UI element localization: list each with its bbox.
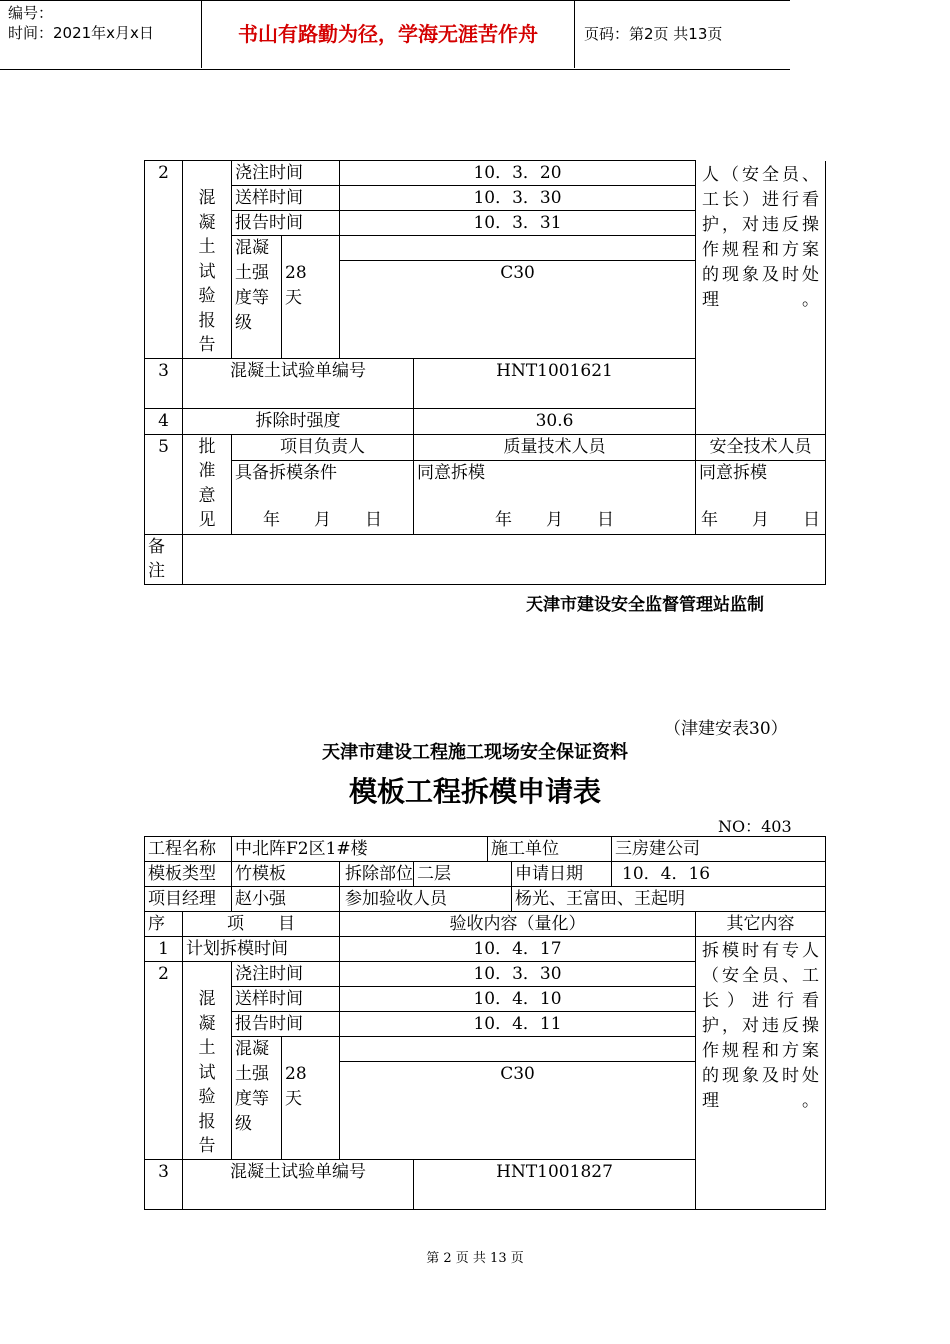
project-name-label: 工程名称 (145, 837, 232, 862)
remarks-value (183, 534, 826, 584)
form-number: NO：403 (718, 817, 792, 836)
project-leader-date: 年 月 日 (232, 508, 414, 534)
quality-staff-label: 质量技术人员 (414, 434, 696, 460)
other-content-text: 拆模时有专人（安全员、工长）进行看护，对违反操作规程和方案的现象及时处理。 (696, 937, 826, 1210)
safety-staff-label: 安全技术人员 (696, 434, 826, 460)
inspectors-value: 杨光、王富田、王起明 (512, 887, 826, 912)
col-item: 项 目 (183, 912, 340, 937)
days-label: 28天 (282, 236, 340, 359)
header-page-label: 页码：第2页 共13页 (584, 25, 723, 43)
org-title: 天津市建设工程施工现场安全保证资料 (322, 742, 628, 763)
row-number: 1 (145, 937, 183, 962)
blank-cell (340, 236, 696, 261)
report-time-value: 10．3．31 (340, 211, 696, 236)
main-title: 模板工程拆模申请表 (348, 775, 601, 808)
row-number: 4 (145, 408, 183, 434)
header-meta (0, 0, 202, 68)
project-manager-label: 项目经理 (145, 887, 232, 912)
row-number: 3 (145, 1159, 183, 1209)
row-number: 3 (145, 358, 183, 408)
approval-label: 批准意见 (183, 434, 232, 534)
project-name-value: 中北阵F2区1#楼 (232, 837, 488, 862)
test-sheet-number-label: 混凝土试验单编号 (183, 358, 414, 408)
planned-removal-label: 计划拆模时间 (183, 937, 340, 962)
removal-strength-value: 30.6 (414, 408, 696, 434)
header-slogan: 书山有路勤为径，学海无涯苦作舟 (202, 0, 575, 68)
pour-time-label: 浇注时间 (232, 962, 340, 987)
test-sheet-number-label: 混凝土试验单编号 (183, 1159, 414, 1209)
row-number: 2 (145, 962, 183, 1160)
pour-time-value: 10．3．20 (340, 161, 696, 186)
date-label: 时间：2021年x月x日 (8, 24, 154, 42)
formwork-type-label: 模板类型 (145, 862, 232, 887)
construction-unit-value: 三房建公司 (612, 837, 826, 862)
strength-grade-value: C30 (340, 261, 696, 358)
strength-grade-label: 混凝土强度等级 (232, 1037, 282, 1160)
send-time-label: 送样时间 (232, 186, 340, 211)
page-footer: 第 2 页 共 13 页 (426, 1251, 524, 1266)
quality-staff-date: 年 月 日 (414, 508, 696, 534)
category-label: 混凝土试验报告 (183, 161, 232, 359)
col-other: 其它内容 (696, 912, 826, 937)
construction-unit-label: 施工单位 (488, 837, 612, 862)
apply-date-value: 10．4．16 (612, 862, 826, 887)
report-time-value: 10．4．11 (340, 1012, 696, 1037)
form-continued-table (144, 160, 826, 585)
days-label: 28天 (282, 1037, 340, 1160)
report-time-label: 报告时间 (232, 211, 340, 236)
removal-application-table (144, 836, 826, 1210)
pour-time-label: 浇注时间 (232, 161, 340, 186)
report-time-label: 报告时间 (232, 1012, 340, 1037)
apply-date-label: 申请日期 (512, 862, 612, 887)
send-time-label: 送样时间 (232, 987, 340, 1012)
col-content: 验收内容（量化） (340, 912, 696, 937)
other-content-text: 人（安全员、工长）进行看护，对违反操作规程和方案的现象及时处理。 (696, 161, 826, 435)
blank-cell (340, 1037, 696, 1062)
page-header (0, 0, 790, 70)
safety-staff-opinion: 同意拆模 (696, 460, 826, 508)
test-sheet-number-value: HNT1001827 (414, 1159, 696, 1209)
form-code: （津建安表30） (664, 719, 788, 739)
inspectors-label: 参加验收人员 (340, 887, 512, 912)
pour-time-value: 10．3．30 (340, 962, 696, 987)
row-number: 2 (145, 161, 183, 359)
project-manager-value: 赵小强 (232, 887, 340, 912)
removal-strength-label: 拆除时强度 (183, 408, 414, 434)
removal-part-value: 二层 (414, 862, 512, 887)
category-label: 混凝土试验报告 (183, 962, 232, 1160)
test-sheet-number-value: HNT1001621 (414, 358, 696, 408)
send-time-value: 10．4．10 (340, 987, 696, 1012)
number-label: 编号： (8, 4, 54, 22)
row-number: 5 (145, 434, 183, 534)
supervise-label: 天津市建设安全监督管理站监制 (526, 595, 764, 615)
safety-staff-date: 年 月 日 (696, 508, 826, 534)
project-leader-opinion: 具备拆模条件 (232, 460, 414, 508)
project-leader-label: 项目负责人 (232, 434, 414, 460)
send-time-value: 10．3．30 (340, 186, 696, 211)
planned-removal-value: 10．4．17 (340, 937, 696, 962)
remarks-label: 备注 (145, 534, 183, 584)
col-seq: 序 (145, 912, 183, 937)
strength-grade-label: 混凝土强度等级 (232, 236, 282, 359)
removal-part-label: 拆除部位 (340, 862, 414, 887)
strength-grade-value: C30 (340, 1062, 696, 1159)
formwork-type-value: 竹模板 (232, 862, 340, 887)
quality-staff-opinion: 同意拆模 (414, 460, 696, 508)
